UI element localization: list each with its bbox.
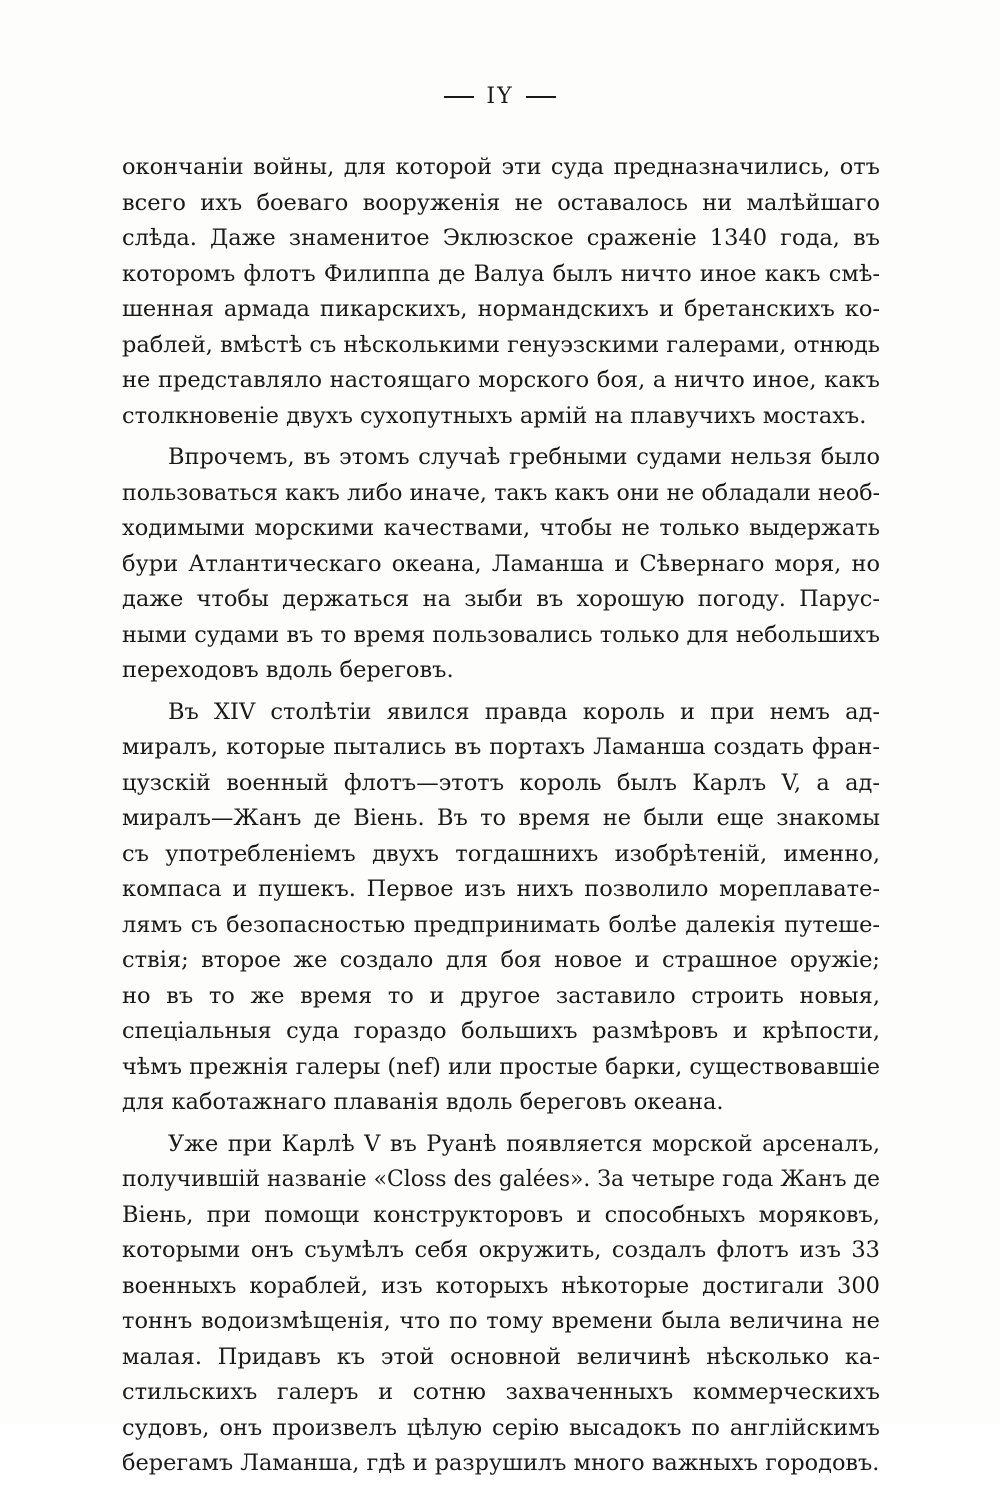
text-line: съ употребленiемъ двухъ тогдашнихъ изобрѣтенiй, именно, (122, 840, 880, 867)
text-line: раблей, вмѣстѣ съ нѣсколькими генуэзскими галерами, отнюдь (122, 331, 880, 358)
text-line: компаса и пушекъ. Первое изъ нихъ позволило мореплавате- (122, 876, 880, 902)
text-line: окончанiи войны, для которой эти суда предназначились, отъ (122, 154, 880, 180)
text-line: судовъ, онъ произвелъ цѣлую серiю высадокъ по англiйскимъ (122, 1414, 880, 1441)
text-line: слѣда. Даже знаменитое Эклюзское сраженiе 1340 года, въ (122, 225, 880, 251)
text-line: даже чтобы держаться на зыби въ хорошую погоду. Парус- (122, 586, 880, 612)
text-line: Вiень, при помощи конструкторовъ и способныхъ моряковъ, (122, 1201, 880, 1228)
text-line: для каботажнаго плаванiя вдоль береговъ океана. (122, 1089, 724, 1115)
text-line: Уже при Карлѣ V въ Руанѣ появляется морской арсеналъ, (168, 1130, 880, 1157)
text-line: Впрочемъ, въ этомъ случаѣ гребными судами нельзя было (168, 444, 880, 470)
text-line: миралъ—Жанъ де Вiень. Въ то время не были еще знакомы (122, 805, 880, 831)
text-line: спецiальныя суда гораздо большихъ размѣровъ и крѣпости, (122, 1018, 880, 1044)
text-line: которомъ флотъ Филиппа де Валуа былъ ничто иное какъ смѣ- (122, 260, 880, 287)
body-text (122, 150, 880, 1488)
text-line: малая. Придавъ къ этой основной величинѣ нѣсколько ка- (122, 1343, 880, 1370)
page-header (0, 84, 1000, 109)
text-line: цузскiй военный флотъ—этотъ король былъ Карлъ V, а ад- (122, 769, 880, 796)
paragraph-2 (122, 440, 880, 689)
text-line: миралъ, которые пытались въ портахъ Ламанша создать фран- (122, 734, 880, 760)
text-line: пользоваться какъ либо иначе, такъ какъ они не обладали необ- (122, 479, 880, 506)
text-line: стильскихъ галеръ и сотню захваченныхъ коммерческихъ (122, 1379, 880, 1405)
text-line: военныхъ кораблей, изъ которыхъ нѣкоторые достигали 300 (122, 1272, 880, 1299)
page-number: IY (486, 84, 514, 109)
text-line: шенная армада пикарскихъ, нормандскихъ и бретанскихъ ко- (122, 296, 880, 322)
text-line: всего ихъ боеваго вооруженiя не оставалось ни малѣйшаго (122, 189, 880, 216)
text-line: но въ то же время то и другое заставило строить новыя, (122, 982, 880, 1009)
text-line: ходимыми морскими качествами, чтобы не только выдержать (122, 515, 880, 541)
text-line: которыми онъ съумѣлъ себя окружить, создалъ флотъ изъ 33 (122, 1237, 880, 1263)
text-line: ными судами въ то время пользовались только для небольшихъ (122, 621, 880, 648)
text-line: берегамъ Ламанша, гдѣ и разрушилъ много важныхъ городовъ. (122, 1450, 880, 1476)
text-line: чѣмъ прежнiя галеры (nef) или простые барки, существовавшiе (122, 1053, 880, 1080)
paragraph-4 (122, 1127, 880, 1482)
text-line: Въ XIV столѣтiи явился правда король и при немъ ад- (168, 698, 880, 725)
paragraph-1 (122, 150, 880, 434)
text-line: не представляло настоящаго морского боя, а ничто иное, какъ (122, 367, 880, 393)
text-line: бури Атлантическаго океана, Ламанша и Сѣвернаго моря, но (122, 550, 880, 577)
paragraph-3 (122, 695, 880, 1121)
header-dash-left (444, 96, 474, 98)
header-dash-right (526, 96, 556, 98)
text-line: получившiй названiе «Closs des galées». За четыре года Жанъ де (122, 1167, 880, 1192)
text-line: столкновенiе двухъ сухопутныхъ армiй на плавучихъ мостахъ. (122, 402, 867, 429)
text-line: переходовъ вдоль береговъ. (122, 657, 454, 683)
text-line: тоннъ водоизмѣщенiя, что по тому времени была величина не (122, 1308, 880, 1334)
text-line: лямъ съ безопасностью предпринимать болѣе далекiя путеше- (122, 911, 880, 938)
text-line: ствiя; второе же создало для боя новое и страшное оружiе; (122, 947, 880, 973)
